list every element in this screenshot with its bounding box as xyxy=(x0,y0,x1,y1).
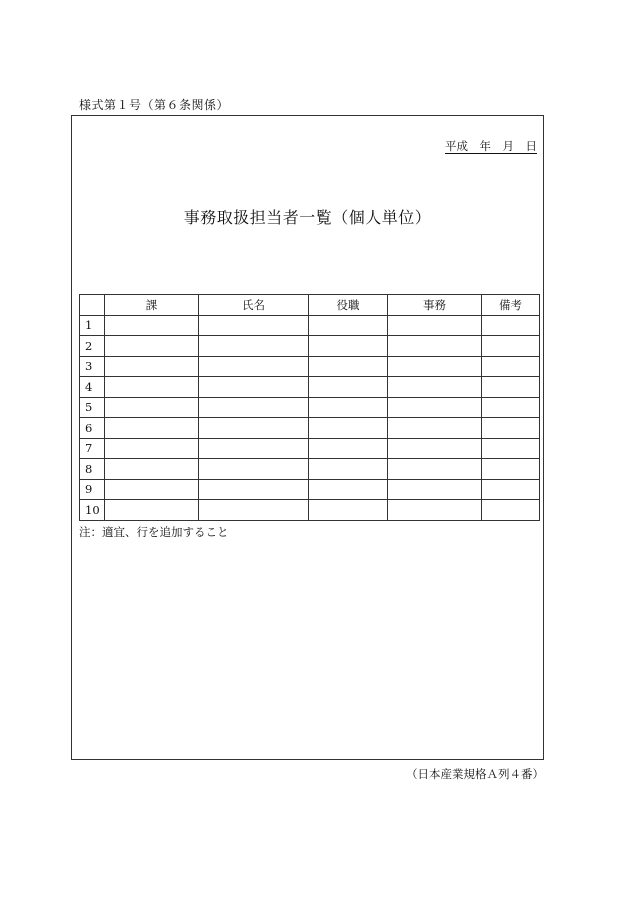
cell-remarks[interactable] xyxy=(482,438,540,459)
cell-section[interactable] xyxy=(105,377,199,398)
cell-position[interactable] xyxy=(309,459,388,480)
cell-name[interactable] xyxy=(199,315,309,336)
cell-duties[interactable] xyxy=(388,418,482,439)
cell-position[interactable] xyxy=(309,377,388,398)
header-number xyxy=(80,295,105,316)
form-frame xyxy=(71,115,544,760)
header-position: 役職 xyxy=(309,295,388,316)
table-row xyxy=(80,459,540,480)
cell-name[interactable] xyxy=(199,438,309,459)
row-number: 8 xyxy=(80,459,105,480)
cell-name[interactable] xyxy=(199,377,309,398)
header-name: 氏名 xyxy=(199,295,309,316)
cell-duties[interactable] xyxy=(388,397,482,418)
table-row xyxy=(80,397,540,418)
table-row xyxy=(80,315,540,336)
cell-section[interactable] xyxy=(105,356,199,377)
cell-name[interactable] xyxy=(199,500,309,521)
row-number: 9 xyxy=(80,479,105,500)
cell-position[interactable] xyxy=(309,356,388,377)
cell-remarks[interactable] xyxy=(482,377,540,398)
row-number: 3 xyxy=(80,356,105,377)
cell-duties[interactable] xyxy=(388,500,482,521)
cell-remarks[interactable] xyxy=(482,397,540,418)
cell-section[interactable] xyxy=(105,336,199,357)
cell-duties[interactable] xyxy=(388,315,482,336)
date-line: 平成 年 月 日 xyxy=(445,139,537,153)
cell-remarks[interactable] xyxy=(482,336,540,357)
document-title: 事務取扱担当者一覧（個人単位） xyxy=(183,208,432,227)
header-section: 課 xyxy=(105,295,199,316)
header-duties: 事務 xyxy=(388,295,482,316)
cell-remarks[interactable] xyxy=(482,315,540,336)
row-number: 2 xyxy=(80,336,105,357)
cell-remarks[interactable] xyxy=(482,356,540,377)
cell-section[interactable] xyxy=(105,418,199,439)
cell-section[interactable] xyxy=(105,397,199,418)
row-number: 6 xyxy=(80,418,105,439)
row-number: 7 xyxy=(80,438,105,459)
cell-duties[interactable] xyxy=(388,438,482,459)
cell-section[interactable] xyxy=(105,500,199,521)
cell-name[interactable] xyxy=(199,459,309,480)
cell-remarks[interactable] xyxy=(482,418,540,439)
cell-name[interactable] xyxy=(199,356,309,377)
staff-roster-table xyxy=(79,294,540,521)
cell-name[interactable] xyxy=(199,418,309,439)
cell-position[interactable] xyxy=(309,418,388,439)
cell-duties[interactable] xyxy=(388,377,482,398)
cell-remarks[interactable] xyxy=(482,479,540,500)
row-number: 4 xyxy=(80,377,105,398)
header-remarks: 備考 xyxy=(482,295,540,316)
table-row xyxy=(80,500,540,521)
form-number-label: 様式第１号（第６条関係） xyxy=(79,98,230,112)
table-row xyxy=(80,479,540,500)
cell-position[interactable] xyxy=(309,336,388,357)
table-row xyxy=(80,438,540,459)
cell-section[interactable] xyxy=(105,315,199,336)
cell-remarks[interactable] xyxy=(482,500,540,521)
cell-position[interactable] xyxy=(309,479,388,500)
table-row xyxy=(80,377,540,398)
cell-duties[interactable] xyxy=(388,356,482,377)
cell-position[interactable] xyxy=(309,397,388,418)
cell-remarks[interactable] xyxy=(482,459,540,480)
row-number: 5 xyxy=(80,397,105,418)
paper-size-spec: （日本産業規格Ａ列４番） xyxy=(406,767,544,781)
cell-name[interactable] xyxy=(199,397,309,418)
cell-section[interactable] xyxy=(105,459,199,480)
cell-name[interactable] xyxy=(199,479,309,500)
cell-section[interactable] xyxy=(105,438,199,459)
row-number: 1 xyxy=(80,315,105,336)
row-number: 10 xyxy=(80,500,105,521)
cell-duties[interactable] xyxy=(388,459,482,480)
table-note: 注：適宜、行を追加すること xyxy=(79,525,229,539)
cell-section[interactable] xyxy=(105,479,199,500)
cell-position[interactable] xyxy=(309,438,388,459)
table-row xyxy=(80,418,540,439)
cell-position[interactable] xyxy=(309,315,388,336)
cell-duties[interactable] xyxy=(388,479,482,500)
cell-name[interactable] xyxy=(199,336,309,357)
table-row xyxy=(80,356,540,377)
cell-duties[interactable] xyxy=(388,336,482,357)
table-header-row xyxy=(80,295,540,316)
cell-position[interactable] xyxy=(309,500,388,521)
table-row xyxy=(80,336,540,357)
